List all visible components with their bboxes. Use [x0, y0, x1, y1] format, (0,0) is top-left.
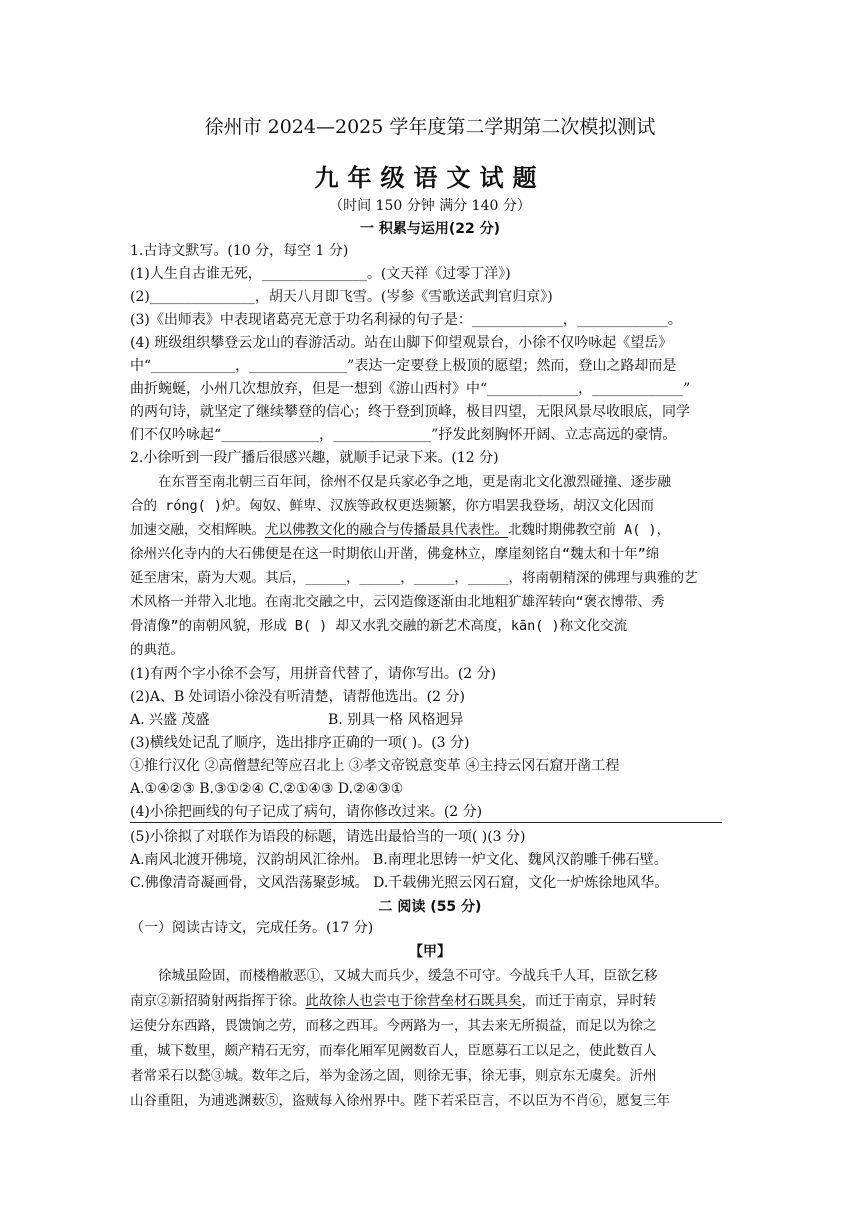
answer-line [130, 822, 722, 823]
passage-line-1: 在东晋至南北朝三百年间，徐州不仅是兵家必争之地，更是南北文化激烈碰撞、逐步融 [158, 474, 671, 490]
q2-sub-2: (2)A、B 处词语小徐没有听清楚，请帮他选出。(2 分) [130, 689, 465, 705]
q2-sub-3-items: ①推行汉化 ②高僧慧纪等应召北上 ③孝文帝锐意变革 ④主持云冈石窟开凿工程 [130, 758, 620, 774]
jia-line-2-start: 南京②新招骑射两指挥于徐。 [130, 993, 306, 1009]
passage-line-5: 延至唐宋，蔚为大观。其后，_____，_____，_____，_____，将南朝精深的佛理与典雅的艺 [130, 570, 698, 586]
q2-sub-2-option-a: A. 兴盛 茂盛 [130, 712, 210, 728]
q2-sub-4: (4)小徐把画线的句子记成了病句，请你修改过来。(2 分) [130, 804, 483, 820]
q1-part-4-line-2: 中“____________，______________”表达一定要登上极顶的愿望；然而，登山之路却而是 [130, 358, 677, 374]
q2-sub-1: (1)有两个字小徐不会写，用拼音代替了，请你写出。(2 分) [130, 666, 497, 682]
q2-sub-2-option-b: B. 别具一格 风格迥异 [328, 712, 464, 728]
jia-underlined-sentence: 此故徐人也尝屯于徐营垒材石既具矣 [305, 993, 522, 1009]
q2-sub-3: (3)横线处记乱了顺序，选出排序正确的一项( )。(3 分) [130, 735, 470, 751]
jia-line-2 [130, 991, 657, 1011]
q1-stem: 1.古诗文默写。(10 分，每空 1 分) [130, 243, 349, 259]
q1-part-1: (1)人生自古谁无死，_______________。(文天祥《过零丁洋》) [130, 266, 511, 282]
passage-line-3 [130, 520, 670, 540]
passage-line-7: 骨清像”的南朝风貌，形成 B( ) 却又水乳交融的新艺术高度，kān( )称文化交流 [130, 618, 628, 634]
q2-sub-5: (5)小徐拟了对联作为语段的标题，请选出最恰当的一项( )(3 分) [130, 829, 526, 845]
q2-sub-5-options-ab: A.南风北渡开佛境，汉韵胡风汇徐州。 B.南理北思铸一炉文化、魏风汉韵雕千佛石壁。 [130, 852, 668, 868]
q2-stem: 2.小徐听到一段广播后很感兴趣，就顺手记录下来。(12 分) [130, 450, 499, 466]
q1-part-4-line-4: 的两句诗，就坚定了继续攀登的信心；终于登到顶峰，极目四望，无限风景尽收眼底，同学 [130, 404, 690, 420]
jia-line-1: 徐城虽险固，而楼橹敝恶①，又城大而兵少，缓急不可守。今战兵千人耳，臣欲乞移 [158, 968, 658, 984]
q2-sub-3-options: A.①④②③ B.③①②④ C.②①④③ D.②④③① [130, 781, 404, 797]
exam-title: 徐州市 2024—2025 学年度第二学期第二次模拟测试 [204, 116, 656, 138]
section-heading-2: 二 阅读 (55 分) [378, 899, 482, 915]
time-info: （时间 150 分钟 满分 140 分） [329, 198, 531, 214]
text-jia-label: 【甲】 [409, 944, 451, 960]
passage-line-3-end: 北魏时期佛教空前 A( )， [508, 522, 671, 538]
q1-part-3: (3)《出师表》中表现诸葛亮无意于功名利禄的句子是：_____________，_____________。 [130, 312, 682, 328]
q1-part-4-line-3: 曲折蜿蜒，小州几次想放弃，但是一想到《游山西村》中“_____________，_____________” [130, 381, 691, 397]
underlined-sentence: 尤以佛教文化的融合与传播最具代表性。 [265, 522, 508, 538]
q1-part-2: (2)_______________，胡天八月即飞雪。(岑参《雪歌送武判官归京》) [130, 289, 553, 305]
passage-line-4: 徐州兴化寺内的大石佛便是在这一时期依山开凿，佛龛林立，摩崖刻铭自“魏太和十年”绵 [130, 546, 660, 562]
jia-line-4: 重，城下数里，颇产精石无穷，而奉化厢军见阙数百人，臣愿募石工以足之，使此数百人 [130, 1043, 657, 1059]
reading-part-1: （一）阅读古诗文，完成任务。(17 分) [130, 920, 374, 936]
subject-title: 九年级语文试题 [314, 164, 546, 192]
passage-line-6: 术风格一并带入北地。在南北交融之中，云冈造像逐渐由北地粗犷雄浑转向“褒衣博带、秀 [130, 594, 665, 610]
jia-line-6: 山谷重阻，为逋逃渊薮⑤，盗贼每入徐州界中。陛下若采臣言，不以臣为不肖⑥，愿复三年 [130, 1093, 670, 1109]
passage-line-8: 的典范。 [130, 642, 184, 658]
jia-line-5: 者常采石以甃③城。数年之后，举为金汤之固，则徐无事，徐无事，则京东无虞矣。沂州 [130, 1068, 657, 1084]
passage-line-2: 合的 róng( )炉。匈奴、鲜卑、汉族等政权更迭频繁，你方唱罢我登场，胡汉文化因而 [130, 498, 655, 514]
q1-part-4-line-1: (4) 班级组织攀登云龙山的春游活动。站在山脚下仰望观景台，小徐不仅吟咏起《望岳》 [130, 335, 673, 351]
section-heading-1: 一 积累与运用(22 分) [359, 221, 501, 237]
jia-line-2-end: ，而迁于南京，异时转 [521, 993, 657, 1009]
jia-line-3: 运使分东西路，畏馈饷之劳，而移之西耳。今两路为一，其去来无所损益，而足以为徐之 [130, 1018, 657, 1034]
passage-line-3-start: 加速交融，交相辉映。 [130, 522, 265, 538]
q2-sub-5-options-cd: C.佛像清奇凝画骨，文风浩荡聚彭城。 D.千载佛光照云冈石窟，文化一炉炼徐地风华。 [130, 875, 669, 891]
q1-part-4-line-5: 们不仅吟咏起“______________，______________”抒发此刻胸怀开阔、立志高远的豪情。 [130, 427, 677, 443]
